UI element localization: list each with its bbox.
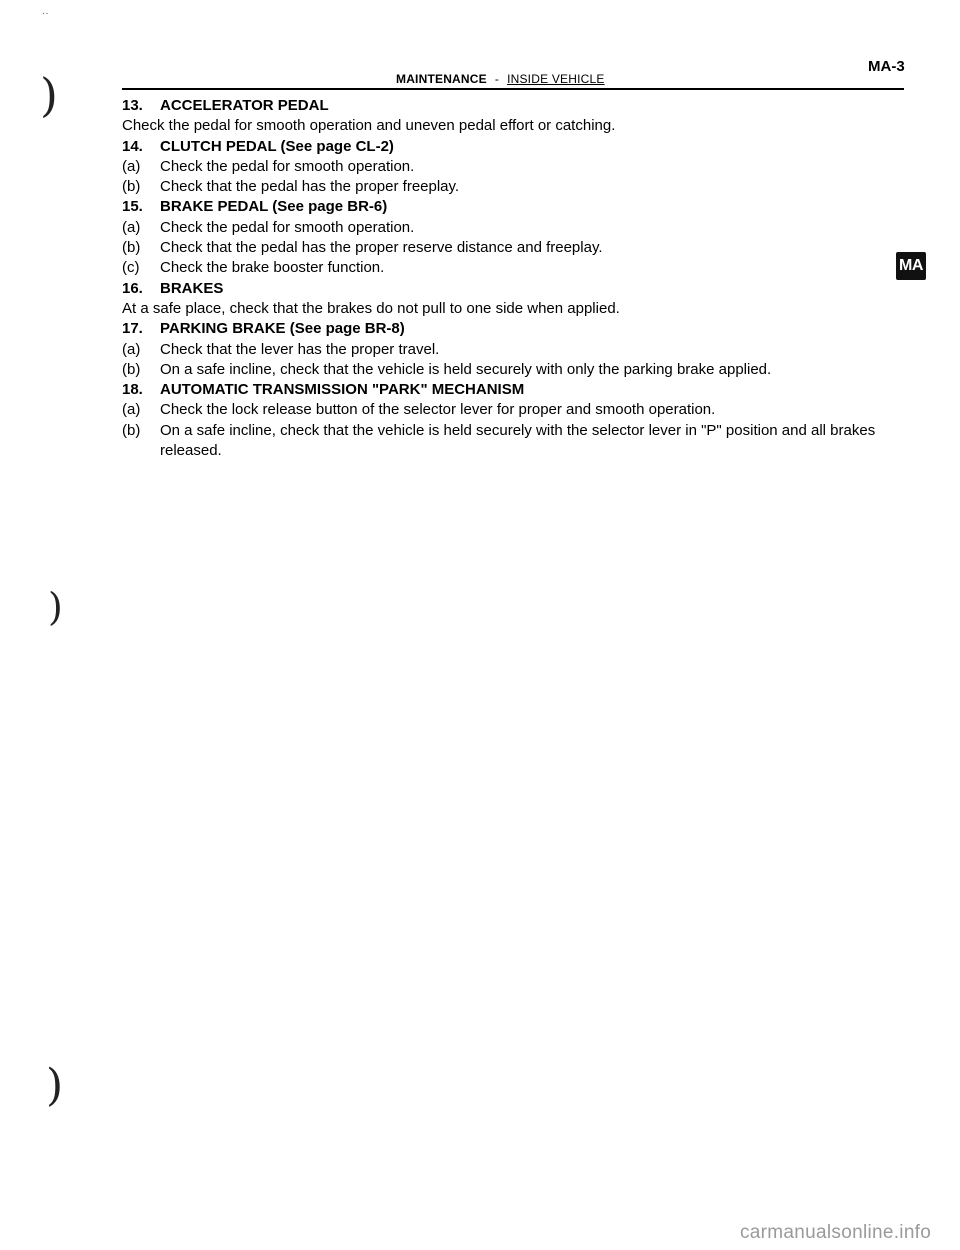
item-heading (122, 137, 912, 157)
step-row (122, 157, 912, 177)
step-text: On a safe incline, check that the vehicle is held securely with the selector lever in "P" position and all brakes released. (160, 421, 876, 460)
step-text: Check the pedal for smooth operation. (160, 157, 415, 175)
item-number: 13. (122, 97, 143, 114)
subsection-title: INSIDE VEHICLE (507, 72, 605, 86)
step-row (122, 238, 912, 258)
item-heading (122, 279, 912, 299)
item-heading (122, 380, 912, 400)
item-title: AUTOMATIC TRANSMISSION "PARK" MECHANISM (160, 381, 525, 399)
item-number: 15. (122, 198, 143, 216)
section-tab-ma: MA (896, 252, 926, 280)
step-row (122, 340, 912, 360)
step-label: (a) (122, 340, 141, 358)
header-separator: - (494, 72, 500, 86)
binder-hole-mark: ) (48, 585, 63, 629)
item-title: BRAKE PEDAL (See page BR-6) (160, 198, 388, 216)
item-body-text: Check the pedal for smooth operation and uneven pedal effort or catching. (122, 117, 616, 135)
step-label: (a) (122, 218, 141, 236)
binder-hole-mark: ) (46, 1060, 64, 1111)
item-number: 14. (122, 137, 143, 155)
step-label: (b) (122, 421, 141, 439)
step-text: Check the pedal for smooth operation. (160, 218, 415, 236)
item-heading (122, 319, 912, 339)
item-number: 17. (122, 320, 143, 338)
step-row (122, 421, 912, 462)
step-row (122, 177, 912, 197)
binder-hole-mark: ) (40, 68, 58, 122)
step-label: (b) (122, 178, 141, 196)
step-row (122, 258, 912, 278)
step-row (122, 400, 912, 420)
step-text: Check that the pedal has the proper reserve distance and freeplay. (160, 239, 603, 257)
watermark-text: carmanualsonline.info (740, 1222, 932, 1243)
maintenance-content (122, 96, 912, 461)
scan-speck: ·· (42, 8, 49, 19)
step-text: Check the brake booster function. (160, 259, 385, 277)
step-text: Check that the lever has the proper travel. (160, 340, 440, 358)
item-title: ACCELERATOR PEDAL (160, 97, 329, 114)
section-title: MAINTENANCE (396, 72, 487, 86)
running-header (396, 72, 605, 86)
item-heading (122, 197, 912, 217)
item-body-text: At a safe place, check that the brakes do not pull to one side when applied. (122, 299, 620, 317)
step-label: (b) (122, 239, 141, 257)
item-body (122, 116, 912, 136)
step-label: (a) (122, 401, 141, 419)
item-heading (122, 96, 912, 116)
item-number: 16. (122, 279, 143, 297)
item-title: CLUTCH PEDAL (See page CL-2) (160, 137, 394, 155)
step-row (122, 218, 912, 238)
step-label: (a) (122, 157, 141, 175)
step-text: On a safe incline, check that the vehicle is held securely with only the parking brake applied. (160, 360, 772, 378)
step-label: (c) (122, 259, 140, 277)
header-rule (122, 88, 904, 90)
step-text: Check the lock release button of the selector lever for proper and smooth operation. (160, 401, 716, 419)
step-text: Check that the pedal has the proper freeplay. (160, 178, 460, 196)
page-number: MA-3 (868, 58, 905, 75)
item-title: PARKING BRAKE (See page BR-8) (160, 320, 405, 338)
item-number: 18. (122, 381, 143, 399)
item-body (122, 299, 912, 319)
item-title: BRAKES (160, 279, 224, 297)
step-label: (b) (122, 360, 141, 378)
step-row (122, 360, 912, 380)
